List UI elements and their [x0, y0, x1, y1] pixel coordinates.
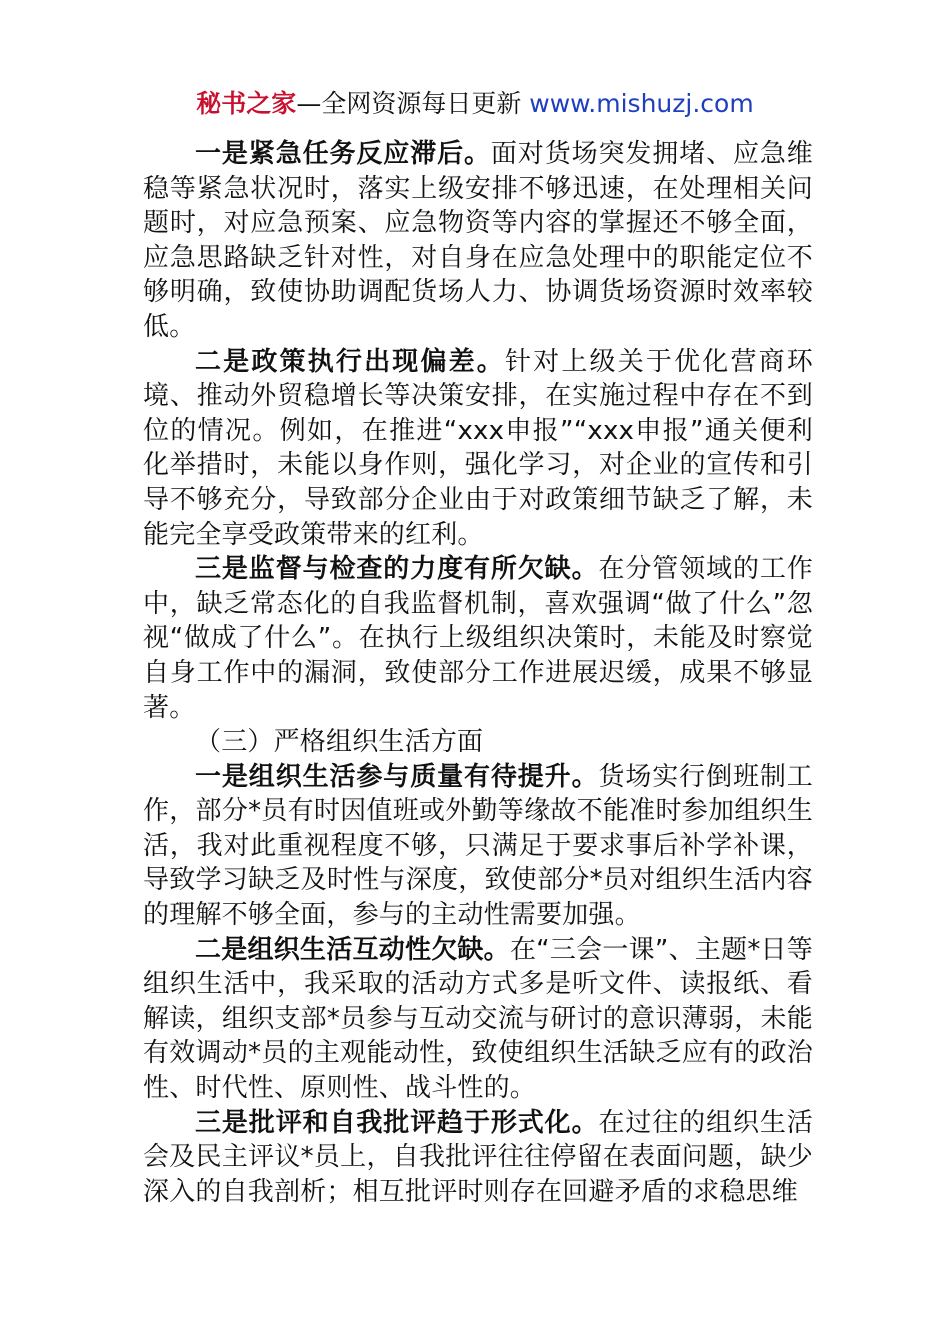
page-header — [0, 86, 950, 122]
paragraph-emergency-response — [143, 137, 813, 345]
paragraph-text: 在分管领域的工作中，缺乏常态化的自我监督机制，喜欢强调“做了什么”忽视“做成了什么”。在执行上级组织决策时，未能及时察觉自身工作中的漏洞，致使部分工作进展迟缓，成果不够显著。 — [143, 554, 813, 723]
paragraph-lead: 二是政策执行出现偏差。 — [195, 346, 505, 377]
paragraph-lead: 三是监督与检查的力度有所欠缺。 — [195, 554, 599, 585]
brand-name: 秘书之家 — [196, 89, 297, 118]
section-heading-text: （三）严格组织生活方面 — [195, 727, 484, 758]
paragraph-text: 货场实行倒班制工作，部分*员有时因值班或外勤等缘故不能准时参加组织生活，我对此重视程度不够，只满足于要求事后补学补课，导致学习缺乏及时性与深度，致使部分*员对组织生活内容的理解不够全面，参与的主动性需要加强。 — [143, 761, 813, 931]
header-tagline: —全网资源每日更新 — [296, 89, 530, 118]
paragraph-lead: 一是紧急任务反应滞后。 — [195, 139, 491, 169]
section-heading — [143, 725, 813, 760]
document-body — [143, 137, 813, 1209]
site-url-link[interactable]: www.mishuzj.com — [529, 89, 754, 118]
paragraph-policy-execution — [143, 345, 813, 553]
paragraph-lead: 一是组织生活参与质量有待提升。 — [195, 761, 599, 792]
paragraph-participation-quality — [143, 760, 813, 933]
paragraph-interactivity — [143, 933, 813, 1106]
paragraph-supervision — [143, 552, 813, 725]
paragraph-text: 在过往的组织生活会及民主评议*员上，自我批评往往停留在表面问题，缺少深入的自我剖析；相互批评时则存在回避矛盾的求稳思维 — [143, 1107, 813, 1207]
paragraph-text: 针对上级关于优化营商环境、推动外贸稳增长等决策安排，在实施过程中存在不到位的情况。例如，在推进“xxx申报”“xxx申报”通关便利化举措时，未能以身作则，强化学习，对企业的宣传和引导不够充分，导致部分企业由于对政策细节缺乏了解，未能完全享受政策带来的红利。 — [143, 346, 814, 550]
paragraph-lead: 二是组织生活互动性欠缺。 — [195, 934, 510, 965]
paragraph-lead: 三是批评和自我批评趋于形式化。 — [195, 1107, 599, 1138]
paragraph-text: 在“三会一课”、主题*日等组织生活中，我采取的活动方式多是听文件、读报纸、看解读，组织支部*员参与互动交流与研讨的意识薄弱，未能有效调动*员的主观能动性，致使组织生活缺乏应有的政治性、时代性、原则性、战斗性的。 — [143, 934, 814, 1104]
paragraph-text: 面对货场突发拥堵、应急维稳等紧急状况时，落实上级安排不够迅速，在处理相关问题时，对应急预案、应急物资等内容的掌握还不够全面，应急思路缺乏针对性，对自身在应急处理中的职能定位不够明确，致使协助调配货场人力、协调货场资源时效率较低。 — [143, 139, 814, 342]
paragraph-criticism — [143, 1106, 813, 1210]
